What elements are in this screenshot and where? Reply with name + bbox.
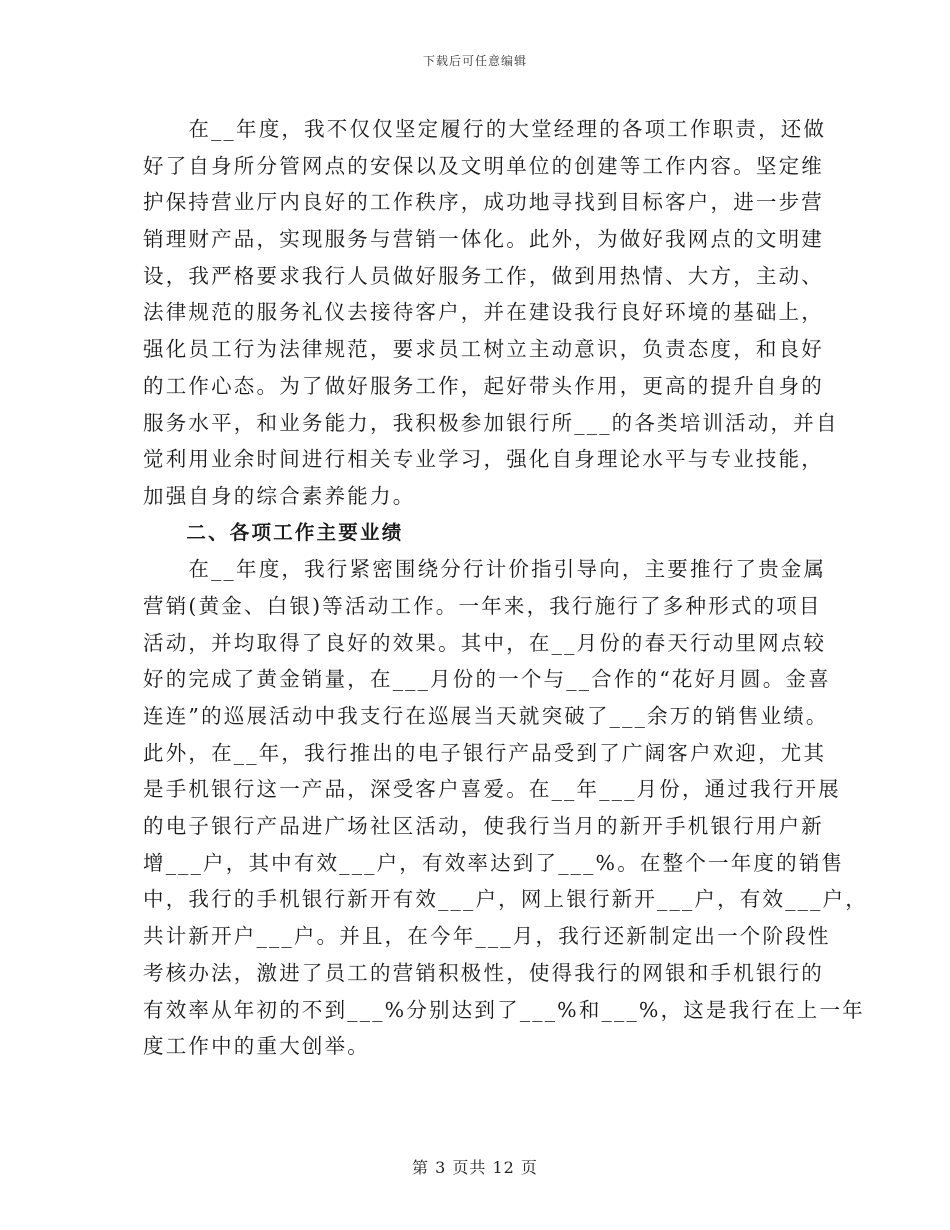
- page-number: 第 3 页共 12 页: [412, 1158, 538, 1177]
- paragraph-line: 加强自身的综合素养能力。: [143, 483, 416, 508]
- document-body: [143, 111, 868, 1065]
- paragraph-line: 度工作中的重大创举。: [143, 1034, 370, 1059]
- paragraph-line: 连连”的巡展活动中我支行在巡展当天就突破了___余万的销售业绩。: [143, 704, 829, 728]
- paragraph-line: 服务水平，和业务能力，我积极参加银行所___的各类培训活动，并自: [143, 410, 839, 435]
- paragraph-line: 好的完成了黄金销量，在___月份的一个与__合作的“花好月圆。金喜: [143, 667, 831, 692]
- paragraph-line: 增___户，其中有效___户，有效率达到了___%。在整个一年度的销售: [143, 850, 845, 875]
- paragraph-line: 此外，在__年，我行推出的电子银行产品受到了广阔客户欢迎，尤其: [143, 740, 827, 765]
- paragraph-line: 中，我行的手机银行新开有效___户，网上银行新开___户，有效___户，: [143, 887, 868, 912]
- paragraph-line: 强化员工行为法律规范，要求员工树立主动意识，负责态度，和良好: [143, 337, 824, 362]
- section-heading: 二、各项工作主要业绩: [143, 520, 404, 544]
- paragraph-line: 在__年度，我不仅仅坚定履行的大堂经理的各项工作职责，还做: [143, 117, 827, 141]
- paragraph-line: 设，我严格要求我行人员做好服务工作，做到用热情、大方，主动、: [143, 263, 824, 288]
- paragraph-line: 的电子银行产品进广场社区活动，使我行当月的新开手机银行用户新: [143, 814, 824, 839]
- paragraph-line: 考核办法，激进了员工的营销积极性，使得我行的网银和手机银行的: [143, 960, 824, 985]
- paragraph-line: 护保持营业厅内良好的工作秩序，成功地寻找到目标客户，进一步营: [143, 190, 824, 215]
- paragraph-line: 好了自身所分管网点的安保以及文明单位的创建等工作内容。坚定维: [143, 153, 824, 178]
- paragraph-line: 共计新开户___户。并且，在今年___月，我行还新制定出一个阶段性: [143, 924, 831, 949]
- paragraph-line: 营销(黄金、白银)等活动工作。一年来，我行施行了多种形式的项目: [143, 593, 822, 618]
- header-note: 下载后可任意编辑: [422, 54, 527, 68]
- paragraph-line: 是手机银行这一产品，深受客户喜爱。在__年___月份，通过我行开展: [143, 777, 841, 802]
- paragraph-line: 在__年度，我行紧密围绕分行计价指引导向，主要推行了贵金属: [143, 557, 827, 582]
- paragraph-line: 法律规范的服务礼仪去接待客户，并在建设我行良好环境的基础上，: [143, 300, 824, 325]
- paragraph-line: 活动，并均取得了良好的效果。其中，在__月份的春天行动里网点较: [143, 630, 827, 655]
- paragraph-line: 觉利用业余时间进行相关专业学习，强化自身理论水平与专业技能，: [143, 447, 824, 472]
- paragraph-line: 销理财产品，实现服务与营销一体化。此外，为做好我网点的文明建: [143, 227, 824, 252]
- paragraph-line: 有效率从年初的不到___%分别达到了___%和___%，这是我行在上一年: [143, 997, 865, 1022]
- paragraph-line: 的工作心态。为了做好服务工作，起好带头作用，更高的提升自身的: [143, 373, 824, 398]
